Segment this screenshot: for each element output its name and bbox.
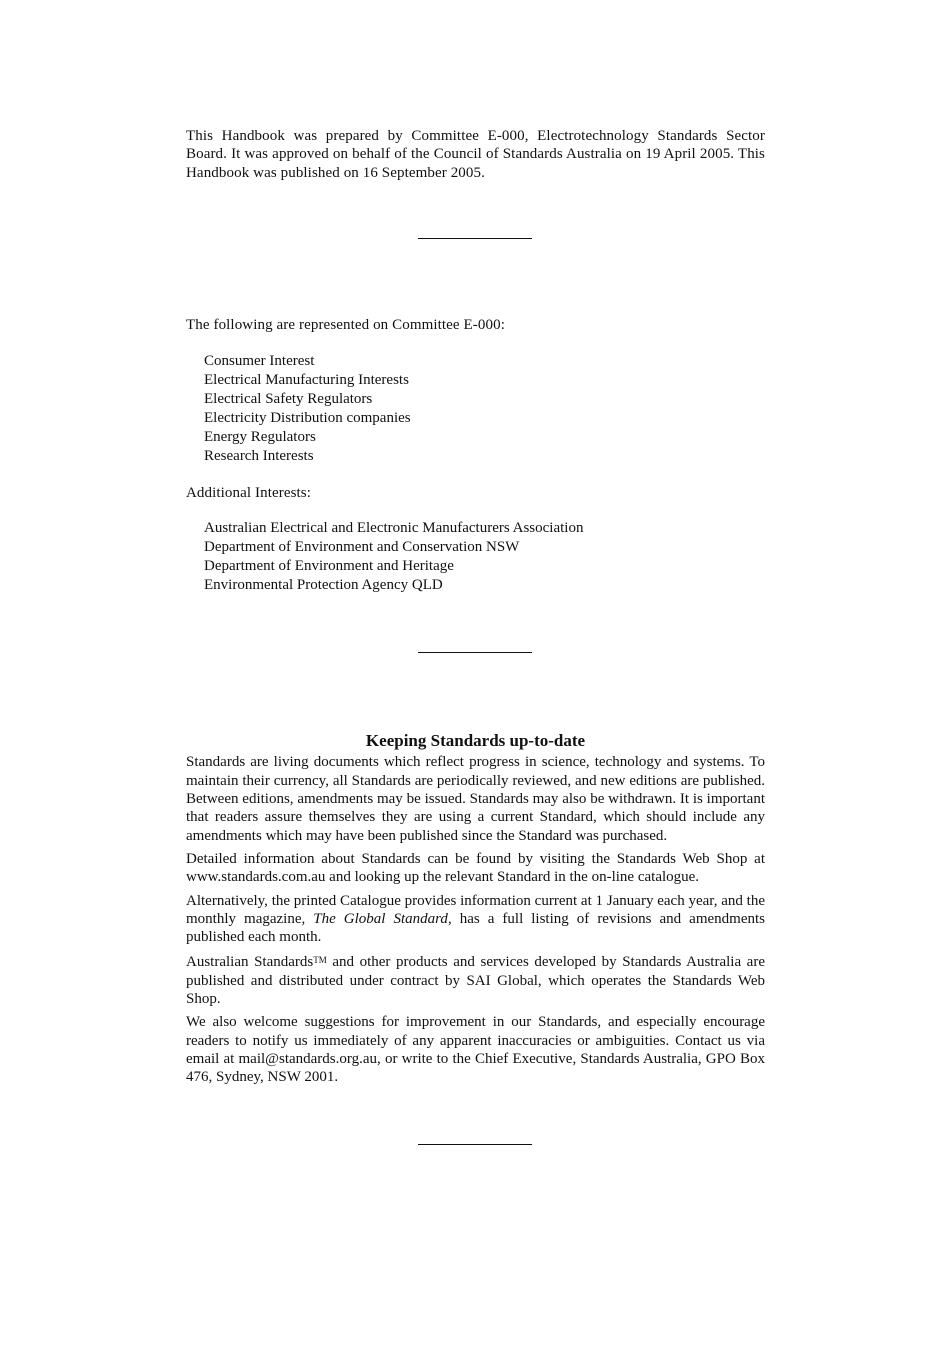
committee-members-list <box>186 352 765 466</box>
paragraph-text: Alternatively, the printed Catalogue provides information current at 1 January each year, and the monthly magazine, <box>186 892 765 927</box>
trademark-mark: TM <box>313 955 327 966</box>
additional-interests-list <box>186 519 765 595</box>
paragraph-text: , has a full listing of revisions and amendments published each month. <box>186 910 765 946</box>
list-item: Environmental Protection Agency QLD <box>204 577 443 594</box>
body-paragraph <box>186 892 765 947</box>
keeping-standards-body <box>186 753 765 1086</box>
list-item: Consumer Interest <box>204 353 315 370</box>
body-paragraph: We also welcome suggestions for improvement in our Standards, and especially encourage readers to notify us immediately of any apparent inaccuracies or ambiguities. Contact us via email at mail@standards.org.au, or write to the Chief Executive, Standards Australia, GPO Box 476, Sydney, NSW 2001. <box>186 1014 765 1086</box>
committee-heading: The following are represented on Committee E-000: <box>186 316 505 333</box>
list-item: Department of Environment and Conservation NSW <box>204 539 520 556</box>
body-paragraph <box>186 951 765 1008</box>
paragraph-text: Australian Standards <box>186 954 314 971</box>
list-item: Electricity Distribution companies <box>204 410 411 427</box>
section-divider <box>418 652 532 653</box>
list-item: Department of Environment and Heritage <box>204 558 454 575</box>
section-divider <box>418 1144 532 1145</box>
body-paragraph: Detailed information about Standards can be found by visiting the Standards Web Shop at www.standards.com.au and looking up the relevant Standard in the on-line catalogue. <box>186 850 765 886</box>
additional-interests-heading: Additional Interests: <box>186 485 311 502</box>
section-title: Keeping Standards up-to-date <box>365 731 586 751</box>
paragraph-text: and other products and services developed by Standards Australia are published and distributed under contract by SAI Global, which operates the Standards Web Shop. <box>186 954 765 1008</box>
list-item: Australian Electrical and Electronic Manufacturers Association <box>204 520 584 537</box>
list-item: Energy Regulators <box>204 429 316 446</box>
document-page <box>186 127 765 1145</box>
list-item: Electrical Safety Regulators <box>204 391 373 408</box>
list-item: Electrical Manufacturing Interests <box>204 372 409 389</box>
section-divider <box>418 238 532 239</box>
body-paragraph: Standards are living documents which reflect progress in science, technology and systems. To maintain their currency, all Standards are periodically reviewed, and new editions are published. Between editions, amendments may be issued. Standards may also be withdrawn. It is important that readers assure themselves they are using a current Standard, which should include any amendments which may have been published since the Standard was purchased. <box>186 754 765 844</box>
magazine-title: The Global Standard <box>313 910 448 927</box>
intro-paragraph: This Handbook was prepared by Committee E-000, Electrotechnology Standards Sector Board. It was approved on behalf of the Council of Standards Australia on 19 April 2005. This Handbook was published on 16 September 2005. <box>186 128 765 181</box>
list-item: Research Interests <box>204 448 314 465</box>
